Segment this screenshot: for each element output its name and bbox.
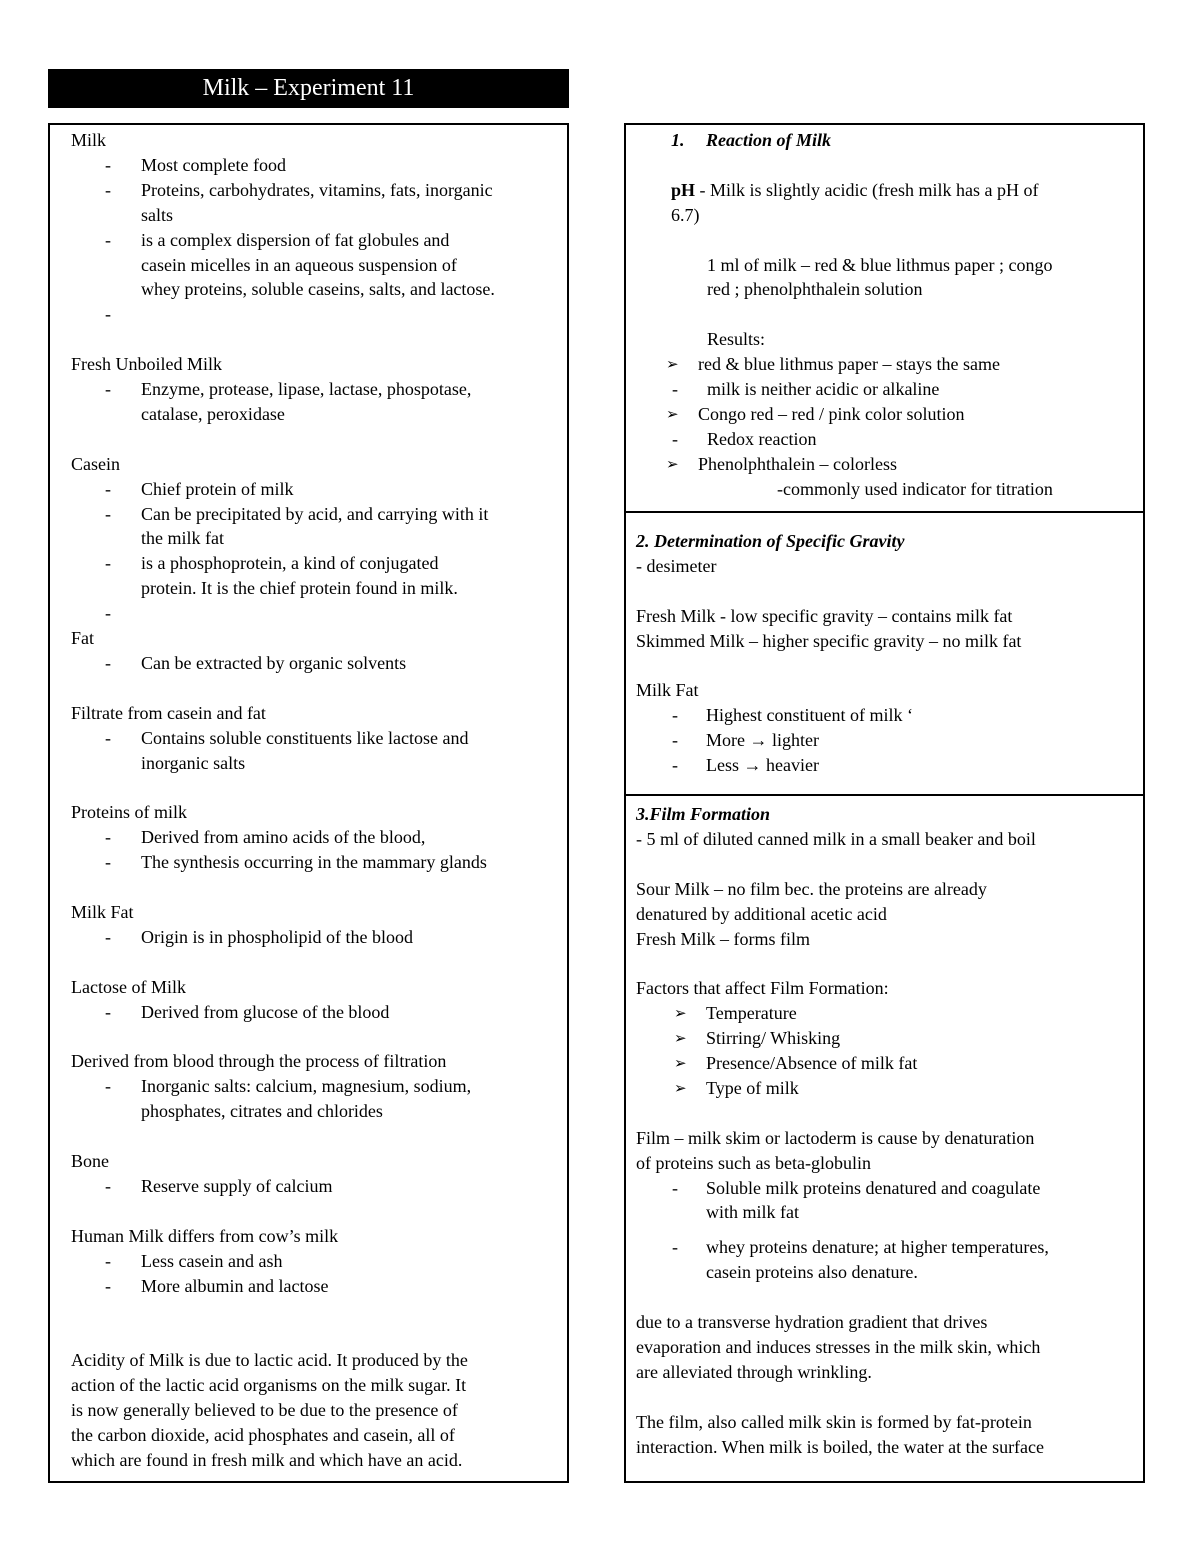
bullet-item-cont: the milk fat — [141, 528, 224, 549]
section-heading: Fresh Unboiled Milk — [71, 354, 222, 375]
bullet-item: - More albumin and lactose — [71, 1274, 567, 1299]
bullet-item-cont: protein. It is the chief protein found in milk. — [141, 578, 458, 599]
ph-line-2: 6.7) — [671, 204, 700, 225]
section-heading-gravity: 2. Determination of Specific Gravity — [636, 531, 905, 551]
reaction-of-milk-panel — [624, 123, 1145, 513]
bullet-item: - Less casein and ash — [71, 1249, 567, 1274]
bullet-item: - Contains soluble constituents like lactose and — [71, 726, 567, 751]
spacer — [71, 327, 567, 352]
bullet-item: - Derived from glucose of the blood — [71, 1000, 567, 1025]
section-heading: Human Milk differs from cow’s milk — [71, 1225, 339, 1246]
left-sections — [71, 128, 567, 1298]
spacer — [71, 427, 567, 452]
bullet-item: - Derived from amino acids of the blood, — [71, 825, 567, 850]
denature-item: - Soluble milk proteins denatured and coagulate — [636, 1176, 1143, 1201]
sour-milk-line: Sour Milk – no film bec. the proteins are already — [636, 878, 987, 899]
gradient-line: due to a transverse hydration gradient that drives — [636, 1312, 988, 1333]
result-subitem: - milk is neither acidic or alkaline — [636, 377, 1143, 402]
section-heading: Fat — [71, 628, 95, 649]
result-item: ➢ Congo red – red / pink color solution — [636, 402, 1143, 427]
film-sub: - 5 ml of diluted canned milk in a small beaker and boil — [636, 828, 1036, 849]
milk-fat-item: - More → lighter — [636, 728, 1143, 753]
section-heading: Derived from blood through the process of filtration — [71, 1051, 447, 1072]
result-subitem: - Redox reaction — [636, 427, 1143, 452]
result-item: ➢ red & blue lithmus paper – stays the same — [636, 352, 1143, 377]
section-heading: Bone — [71, 1151, 109, 1171]
specific-gravity-panel — [624, 511, 1145, 796]
section-number: 1. — [671, 130, 685, 150]
bullet-item: - Inorganic salts: calcium, magnesium, sodium, — [71, 1074, 567, 1099]
bullet-item: - Can be precipitated by acid, and carrying with it — [71, 502, 567, 527]
gradient-line: evaporation and induces stresses in the milk skin, which — [636, 1336, 1041, 1357]
result-item: ➢ Phenolphthalein – colorless — [636, 452, 1143, 477]
denature-item-cont: casein proteins also denature. — [706, 1262, 918, 1283]
spacer — [71, 1124, 567, 1149]
ph-line — [636, 178, 1143, 203]
factors-heading: Factors that affect Film Formation: — [636, 978, 889, 999]
bullet-item-cont: salts — [141, 204, 174, 225]
acidity-paragraph — [71, 1348, 567, 1473]
bullet-item-cont: casein micelles in an aqueous suspension of — [141, 254, 457, 275]
ph-text: - Milk is slightly acidic (fresh milk has a pH of — [695, 179, 1039, 200]
bullet-item — [71, 302, 567, 327]
page-title: Milk – Experiment 11 — [48, 69, 569, 108]
spacer — [71, 1323, 567, 1348]
spacer — [71, 875, 567, 900]
film-definition: of proteins such as beta-globulin — [636, 1152, 871, 1173]
milk-fat-item: - Highest constituent of milk ‘ — [636, 703, 1143, 728]
film-formation-panel — [624, 794, 1145, 1483]
spacer — [71, 1025, 567, 1050]
bullet-item: - Reserve supply of calcium — [71, 1174, 567, 1199]
milk-fat-item: - Less → heavier — [636, 753, 1143, 778]
procedure-line: red ; phenolphthalein solution — [707, 279, 923, 300]
bullet-item: - Chief protein of milk — [71, 477, 567, 502]
bullet-item-cont: inorganic salts — [141, 752, 246, 773]
section-heading-film: 3.Film Formation — [636, 804, 771, 824]
spacer — [71, 775, 567, 800]
bullet-item-cont: catalase, peroxidase — [141, 403, 285, 424]
procedure-line: 1 ml of milk – red & blue lithmus paper ; congo — [707, 254, 1053, 275]
result-subitem: -commonly used indicator for titration — [777, 478, 1053, 499]
film-definition: Film – milk skim or lactoderm is cause by denaturation — [636, 1127, 1035, 1148]
spacer — [71, 1199, 567, 1224]
bullet-item: - Most complete food — [71, 153, 567, 178]
section-heading: Casein — [71, 453, 120, 474]
ph-label: pH — [671, 179, 696, 200]
section-heading: Milk — [71, 130, 107, 150]
bullet-item-cont: phosphates, citrates and chlorides — [141, 1101, 383, 1122]
milk-skin-line: The film, also called milk skin is formed by fat-protein — [636, 1411, 1032, 1432]
bullet-item: - Enzyme, protease, lipase, lactase, phospotase, — [71, 377, 567, 402]
spacer — [71, 676, 567, 701]
gradient-line: are alleviated through wrinkling. — [636, 1361, 872, 1382]
milk-fat-heading: Milk Fat — [636, 680, 699, 701]
section-heading-reaction — [636, 128, 1143, 153]
section-heading: Milk Fat — [71, 901, 134, 922]
left-notes-panel — [48, 123, 569, 1483]
bullet-item: - Can be extracted by organic solvents — [71, 651, 567, 676]
section-heading: Lactose of Milk — [71, 976, 186, 997]
sour-milk-line: denatured by additional acetic acid — [636, 903, 887, 924]
denature-item-cont: with milk fat — [706, 1202, 799, 1223]
acidity-line: action of the lactic acid organisms on the milk sugar. It — [71, 1375, 467, 1396]
fresh-milk-line: Fresh Milk - low specific gravity – contains milk fat — [636, 605, 1013, 626]
factor-item: ➢ Type of milk — [636, 1076, 1143, 1101]
bullet-item — [71, 601, 567, 626]
skimmed-milk-line: Skimmed Milk – higher specific gravity – no milk fat — [636, 630, 1022, 651]
spacer — [71, 950, 567, 975]
factor-item: ➢ Stirring/ Whisking — [636, 1026, 1143, 1051]
bullet-item-cont: whey proteins, soluble caseins, salts, and lactose. — [141, 279, 495, 300]
gravity-sub: - desimeter — [636, 555, 717, 576]
section-title: Reaction of Milk — [706, 130, 831, 150]
acidity-line: which are found in fresh milk and which have an acid. — [71, 1449, 463, 1470]
bullet-item: - is a phosphoprotein, a kind of conjugated — [71, 551, 567, 576]
acidity-line: the carbon dioxide, acid phosphates and casein, all of — [71, 1424, 455, 1445]
results-label: Results: — [707, 329, 766, 350]
factor-item: ➢ Presence/Absence of milk fat — [636, 1051, 1143, 1076]
section-heading: Proteins of milk — [71, 802, 187, 823]
bullet-item: - Origin is in phospholipid of the blood — [71, 925, 567, 950]
denature-item: - whey proteins denature; at higher temperatures, — [636, 1235, 1143, 1260]
milk-skin-line: interaction. When milk is boiled, the water at the surface — [636, 1436, 1045, 1457]
bullet-item: - Proteins, carbohydrates, vitamins, fats, inorganic — [71, 178, 567, 203]
bullet-item: - is a complex dispersion of fat globules and — [71, 228, 567, 253]
acidity-line: is now generally believed to be due to the presence of — [71, 1400, 458, 1421]
spacer — [71, 1298, 567, 1323]
fresh-milk-line: Fresh Milk – forms film — [636, 928, 810, 949]
acidity-line: Acidity of Milk is due to lactic acid. It produced by the — [71, 1350, 468, 1371]
bullet-item: - The synthesis occurring in the mammary glands — [71, 850, 567, 875]
section-heading: Filtrate from casein and fat — [71, 702, 266, 723]
factor-item: ➢ Temperature — [636, 1001, 1143, 1026]
